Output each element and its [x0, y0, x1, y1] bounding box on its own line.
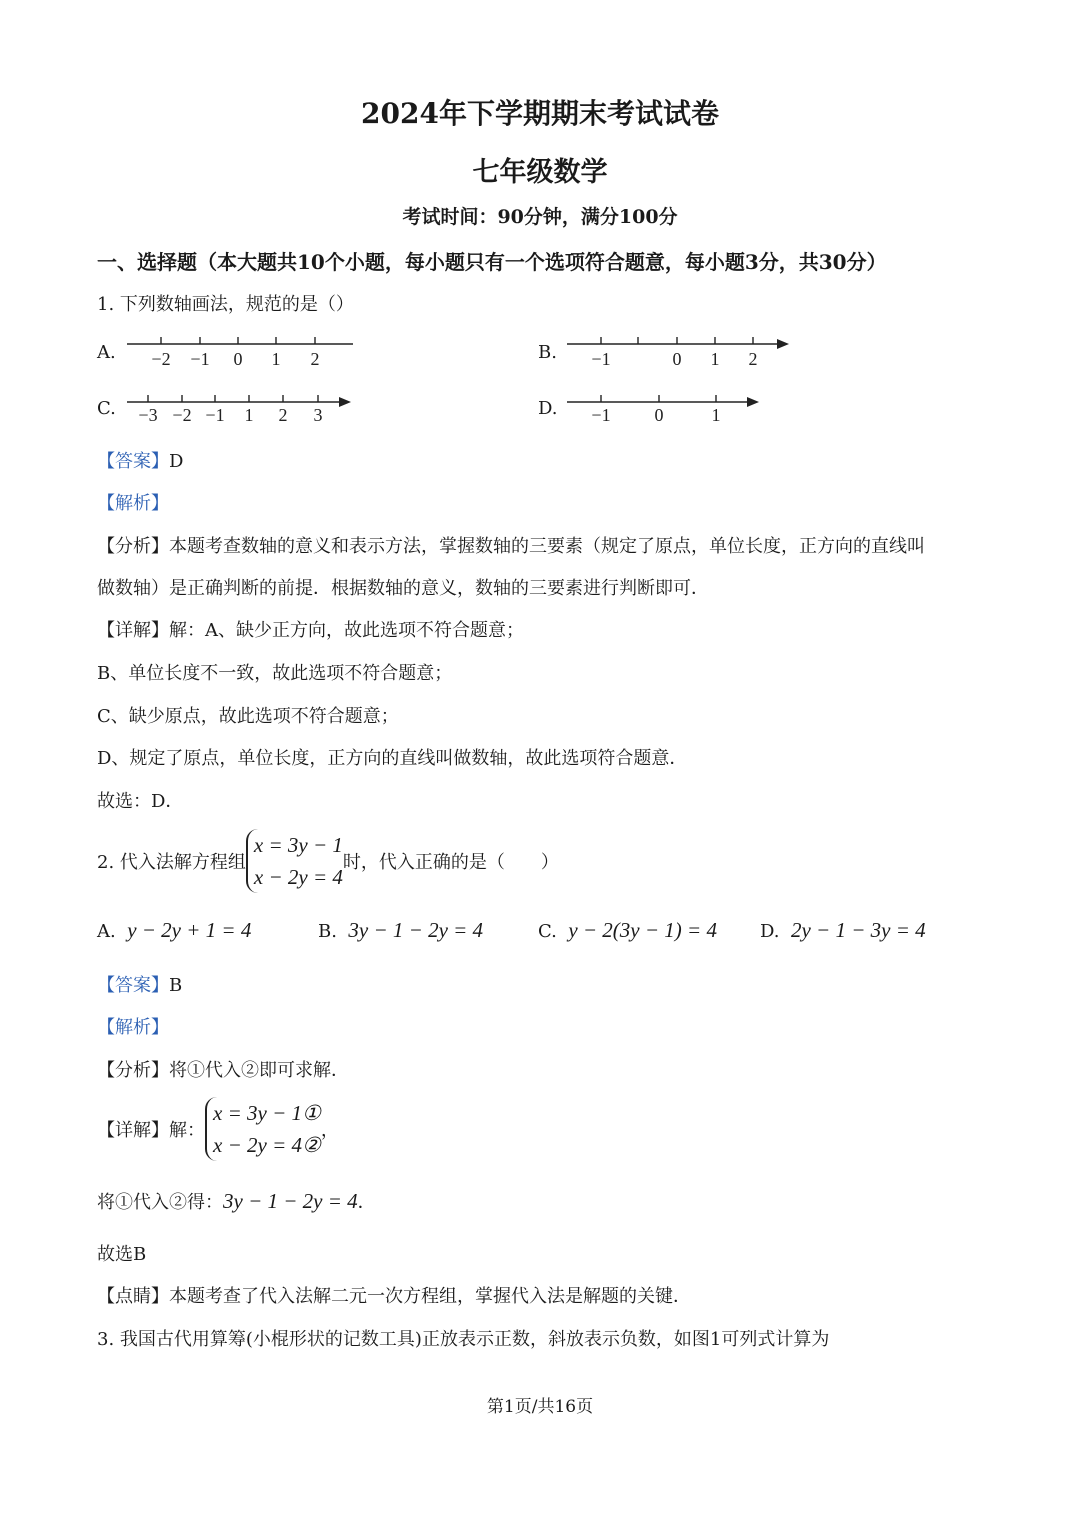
- q2-conclusion: 故选B: [97, 1244, 147, 1265]
- option-expression: 3y − 1 − 2y = 4: [348, 918, 484, 942]
- q1-option-a-axis: [125, 332, 365, 372]
- q1-detail-line-4: D、规定了原点，单位长度，正方向的直线叫做数轴，故此选项符合题意．: [97, 748, 688, 769]
- option-letter: A.: [97, 921, 116, 942]
- q2-equation-system: [246, 829, 343, 893]
- q1-stem: 1. 下列数轴画法，规范的是（）: [97, 294, 354, 315]
- q1-option-b-axis: [565, 332, 795, 372]
- tick-label: 1: [244, 405, 254, 425]
- option-expression: y − 2(3y − 1) = 4: [568, 918, 717, 942]
- q2-option-d: [760, 918, 926, 943]
- q2-stem-prefix: 2. 代入法解方程组: [97, 852, 246, 873]
- tick-label: −1: [205, 405, 225, 425]
- q2-option-a: [97, 918, 251, 943]
- q2-stem-suffix: 时，代入正确的是（ ）: [342, 852, 559, 873]
- tick-label: −1: [591, 405, 611, 425]
- q2-fenxi: 【分析】将①代入②即可求解．: [97, 1060, 349, 1081]
- q1-fenxi-line-1: 【分析】本题考查数轴的意义和表示方法，掌握数轴的三要素（规定了原点，单位长度，正方向的直线叫: [97, 536, 925, 557]
- tick-label: 3: [313, 405, 323, 425]
- tick-label: −3: [138, 405, 158, 425]
- tick-label: 0: [233, 349, 243, 369]
- tick-label: −1: [591, 349, 611, 369]
- q2-detail-eq1: x = 3y − 1①: [213, 1101, 321, 1125]
- tick-label: 1: [271, 349, 281, 369]
- exam-title: 2024年下学期期末考试试卷: [361, 97, 719, 130]
- answer-value: D: [169, 451, 184, 472]
- answer-value: B: [169, 975, 183, 996]
- q2-stem: [97, 829, 559, 893]
- option-letter: D.: [760, 921, 780, 942]
- option-expression: 2y − 1 − 3y = 4: [790, 918, 926, 942]
- sub-equation: 3y − 1 − 2y = 4: [223, 1189, 358, 1213]
- q2-dianjing: 【点睛】本题考查了代入法解二元一次方程组，掌握代入法是解题的关键．: [97, 1286, 691, 1307]
- q3-stem: 3. 我国古代用算筹(小棍形状的记数工具)正放表示正数，斜放表示负数，如图1可列式计算为: [97, 1329, 830, 1350]
- q1-option-c-axis: [125, 390, 365, 430]
- q1-option-d-axis: [565, 390, 765, 430]
- q2-eq2: x − 2y = 4: [253, 865, 343, 889]
- q1-analysis-label: 【解析】: [97, 493, 169, 514]
- q1-detail-line-2: B、单位长度不一致，故此选项不符合题意；: [97, 663, 453, 684]
- q1-detail-line-3: C、缺少原点，故此选项不符合题意；: [97, 706, 399, 727]
- q1-option-d-letter: D.: [538, 398, 558, 419]
- q2-detail-system: [205, 1097, 321, 1161]
- q2-option-b: [318, 918, 483, 943]
- q2-detail-comma: ，: [320, 1120, 339, 1141]
- tick-label: −2: [172, 405, 192, 425]
- q2-detail: [97, 1097, 339, 1161]
- page-footer: 第1页/共16页: [486, 1397, 594, 1417]
- q1-option-b-letter: B.: [538, 342, 557, 363]
- q1-option-a-letter: A.: [97, 342, 116, 363]
- tick-label: 1: [710, 349, 720, 369]
- exam-info: 考试时间：90分钟，满分100分: [402, 206, 678, 228]
- sub-prefix: 将①代入②得：: [97, 1192, 223, 1213]
- tick-label: 2: [278, 405, 288, 425]
- sub-suffix: ．: [357, 1192, 376, 1213]
- option-letter: C.: [538, 921, 557, 942]
- tick-label: 0: [654, 405, 664, 425]
- q2-analysis-label: 【解析】: [97, 1017, 169, 1038]
- tick-label: 2: [748, 349, 758, 369]
- q1-fenxi-line-2: 做数轴）是正确判断的前提．根据数轴的意义，数轴的三要素进行判断即可．: [97, 578, 709, 599]
- tick-label: 1: [711, 405, 721, 425]
- q2-option-c: [538, 918, 717, 943]
- q2-detail-prefix: 【详解】解：: [97, 1120, 205, 1141]
- tick-label: 0: [672, 349, 682, 369]
- q2-answer: [97, 971, 182, 997]
- q2-detail-eq2: x − 2y = 4②: [213, 1133, 321, 1157]
- exam-subject: 七年级数学: [472, 157, 608, 188]
- q1-detail-line-1: 【详解】解：A、缺少正方向，故此选项不符合题意；: [97, 620, 524, 641]
- tick-label: −2: [151, 349, 171, 369]
- q2-substitution: [97, 1188, 376, 1214]
- section-heading: 一、选择题（本大题共10个小题，每小题只有一个选项符合题意，每小题3分，共30分）: [97, 250, 887, 274]
- answer-label: 【答案】: [97, 451, 169, 472]
- option-letter: B.: [318, 921, 337, 942]
- tick-label: −1: [190, 349, 210, 369]
- option-expression: y − 2y + 1 = 4: [127, 918, 252, 942]
- q2-eq1: x = 3y − 1: [253, 833, 343, 857]
- tick-label: 2: [310, 349, 320, 369]
- q1-answer: [97, 447, 183, 473]
- q1-conclusion: 故选：D．: [97, 791, 184, 812]
- answer-label: 【答案】: [97, 975, 169, 996]
- q1-option-c-letter: C.: [97, 398, 116, 419]
